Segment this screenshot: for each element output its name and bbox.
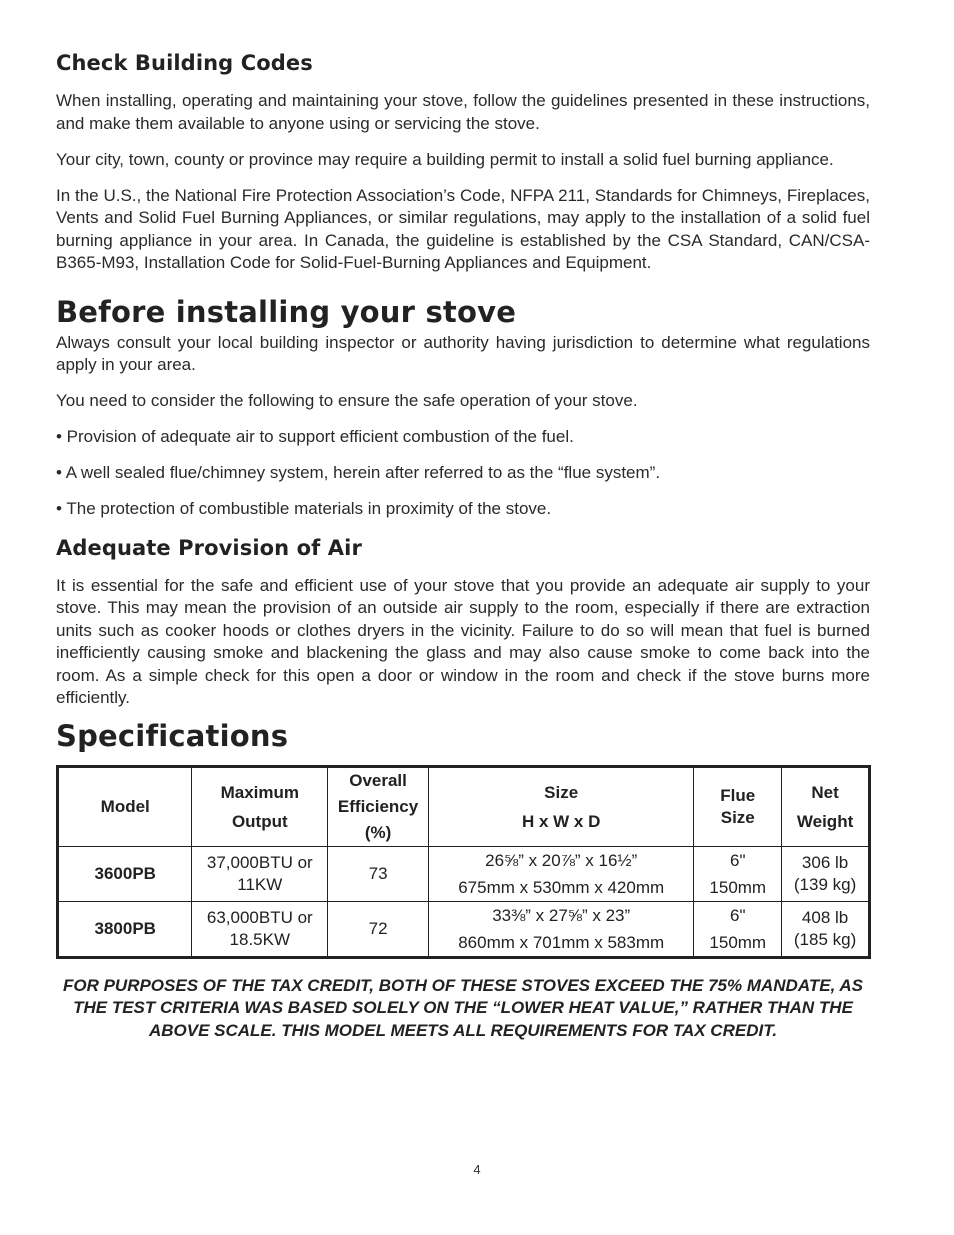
cell-weight: 408 lb (185 kg) <box>782 901 870 957</box>
paragraph: Your city, town, county or province may require a building permit to install a solid fuel burning appliance. <box>56 149 834 169</box>
page-number: 4 <box>473 1162 481 1177</box>
cell-model: 3600PB <box>58 846 192 901</box>
heading-check-building-codes: Check Building Codes <box>56 51 313 75</box>
paragraph: When installing, operating and maintaining your stove, follow the guidelines presented in these instructions, and make them available to anyone using or servicing the stove. <box>56 91 870 133</box>
bullet-item: • Provision of adequate air to support efficient combustion of the fuel. <box>56 427 574 446</box>
bullet-item: • The protection of combustible materials in proximity of the stove. <box>56 499 552 518</box>
table-row <box>58 846 870 901</box>
table-row <box>58 901 870 957</box>
header-output: Maximum Output <box>192 766 328 846</box>
cell-flue: 6" 150mm <box>694 901 782 957</box>
cell-weight: 306 lb (139 kg) <box>782 846 870 901</box>
header-size: Size H x W x D <box>429 766 694 846</box>
header-efficiency: Overall Efficiency (%) <box>328 766 429 846</box>
cell-output: 37,000BTU or 11KW <box>192 846 328 901</box>
heading-adequate-air: Adequate Provision of Air <box>56 535 362 560</box>
cell-flue: 6" 150mm <box>694 846 782 901</box>
cell-size: 26⅝” x 20⅞” x 16½” 675mm x 530mm x 420mm <box>429 846 694 901</box>
paragraph: Always consult your local building inspector or authority having jurisdiction to determine what regulations apply in your area. <box>56 332 870 374</box>
cell-efficiency: 72 <box>328 901 429 957</box>
bullet-item: • A well sealed flue/chimney system, herein after referred to as the “flue system”. <box>56 463 661 482</box>
paragraph: You need to consider the following to ensure the safe operation of your stove. <box>56 391 638 410</box>
paragraph: It is essential for the safe and efficient use of your stove that you provide an adequate air supply to your stove. This may mean the provision of an outside air supply to the room, especially if there are extraction units such as cooker hoods or clothes dryers in the vicinity. Failure to do so will mean that fuel is burned inefficiently causing smoke and blackening the glass and may also cause smoke to come back into the room. As a simple check for this open a door or window in the room and check if the stove burns more efficiently. <box>56 575 870 707</box>
cell-output: 63,000BTU or 18.5KW <box>192 901 328 957</box>
header-weight: Net Weight <box>782 766 870 846</box>
tax-credit-note: FOR PURPOSES OF THE TAX CREDIT, BOTH OF THESE STOVES EXCEED THE 75% MANDATE, AS THE TEST CRITERIA WAS BASED SOLELY ON THE “LOWER HEAT VALUE,” RATHER THAN THE ABOVE SCALE. THIS MODEL MEETS ALL REQUIREMENTS FOR TAX CREDIT. <box>62 975 864 1040</box>
cell-efficiency: 73 <box>328 846 429 901</box>
specifications-table <box>56 765 871 959</box>
heading-specifications: Specifications <box>56 718 289 753</box>
header-flue: Flue Size <box>694 766 782 846</box>
heading-before-installing: Before installing your stove <box>56 294 517 329</box>
cell-size: 33⅜” x 27⅝” x 23” 860mm x 701mm x 583mm <box>429 901 694 957</box>
document-page <box>56 48 870 1042</box>
header-model: Model <box>58 766 192 846</box>
cell-model: 3800PB <box>58 901 192 957</box>
table-header-row <box>58 766 870 846</box>
paragraph: In the U.S., the National Fire Protection Association’s Code, NFPA 211, Standards for Chimneys, Fireplaces, Vents and Solid Fuel Burning Appliances, or similar regulations, may apply to the installation of a solid fuel burning appliance in your area. In Canada, the guideline is established by the CSA Standard, CAN/CSA-B365-M93, Installation Code for Solid-Fuel-Burning Appliances and Equipment. <box>56 185 870 272</box>
